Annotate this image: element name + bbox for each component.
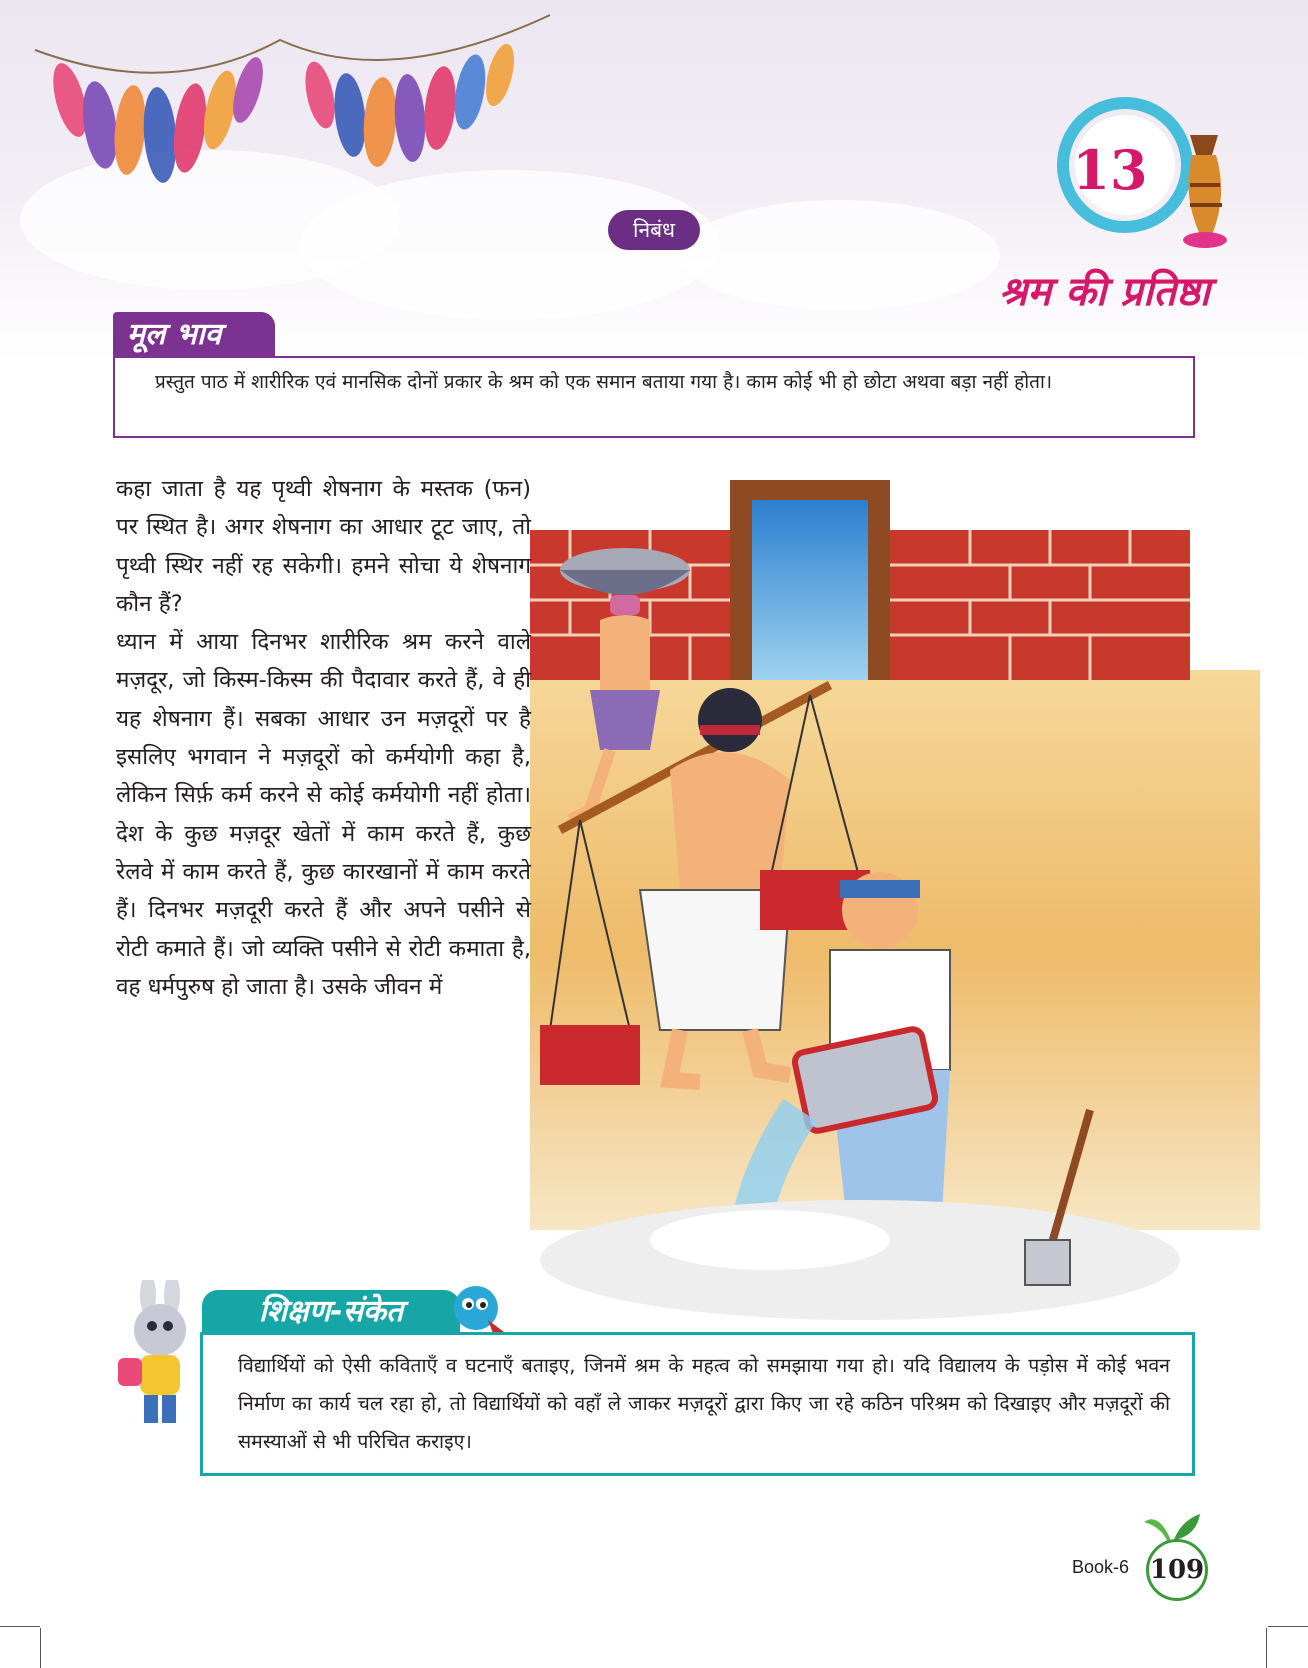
book-label: Book-6 [1072, 1557, 1130, 1577]
pencil-mascot-icon [448, 1280, 508, 1340]
mool-bhav-box [113, 356, 1195, 438]
mool-bhav-text: प्रस्तुत पाठ में शारीरिक एवं मानसिक दोनों प्रकार के श्रम को एक समान बताया गया है। काम कोई भी हो छोटा अथवा बड़ा नहीं होता। [155, 371, 1053, 393]
crop-mark [1268, 1626, 1308, 1627]
rabbit-mascot-icon [110, 1280, 210, 1430]
shikshan-sanket-heading: शिक्षण-संकेत [202, 1290, 460, 1334]
shikshan-sanket-text: विद्यार्थियों को ऐसी कविताएँ व घटनाएँ बताइए, जिनमें श्रम के महत्व को समझाया गया हो। यदि विद्यालय के पड़ोस में कोई भवन निर्माण का कार्य चल रहा हो, तो विद्यार्थियों को वहाँ ले जाकर मज़दूरों द्वारा किए जा रहे कठिन परिश्रम को दिखाइए और मज़दूरों की समस्याओं से भी परिचित कराइए। [238, 1354, 1170, 1453]
crop-mark [0, 1626, 40, 1627]
shikshan-sanket-box [200, 1332, 1195, 1476]
essay-paragraph: कहा जाता है यह पृथ्वी शेषनाग के मस्तक (फन) पर स्थित है। अगर शेषनाग का आधार टूट जाए, तो पृथ्वी स्थिर नहीं रह सकेगी। हमने सोचा ये शेषनाग कौन हैं? [116, 476, 531, 617]
lesson-title: श्रम की प्रतिष्ठा [998, 269, 1210, 315]
essay-paragraph: ध्यान में आया दिनभर शारीरिक श्रम करने वाले मज़दूर, जो किस्म-किस्म की पैदावार करते हैं, वे ही यह शेषनाग हैं। सबका आधार उन मज़दूरों पर है इसलिए भगवान ने मज़दूरों को कर्मयोगी कहा है, लेकिन सिर्फ़ कर्म करने से कोई कर्मयोगी नहीं होता। देश के कुछ मज़दूर खेतों में काम करते हैं, कुछ रेलवे में काम करते हैं, कुछ कारखानों में काम करते हैं। दिनभर मज़दूरी करते हैं और अपने पसीने से रोटी कमाते हैं। जो व्यक्ति पसीने से रोटी कमाता है, वह धर्मपुरुष हो जाता है। उसके जीवन में [116, 629, 531, 1000]
page-number: 109 [1146, 1539, 1208, 1601]
labourers-illustration [530, 470, 1260, 1330]
mool-bhav-heading: मूल भाव [113, 312, 275, 357]
lesson-number: 13 [1072, 138, 1148, 202]
essay-body [116, 470, 531, 1006]
leaf-garland-icon [30, 10, 590, 220]
genre-tag: निबंध [608, 210, 700, 250]
crop-mark [1266, 1628, 1267, 1668]
crop-mark [40, 1628, 41, 1668]
